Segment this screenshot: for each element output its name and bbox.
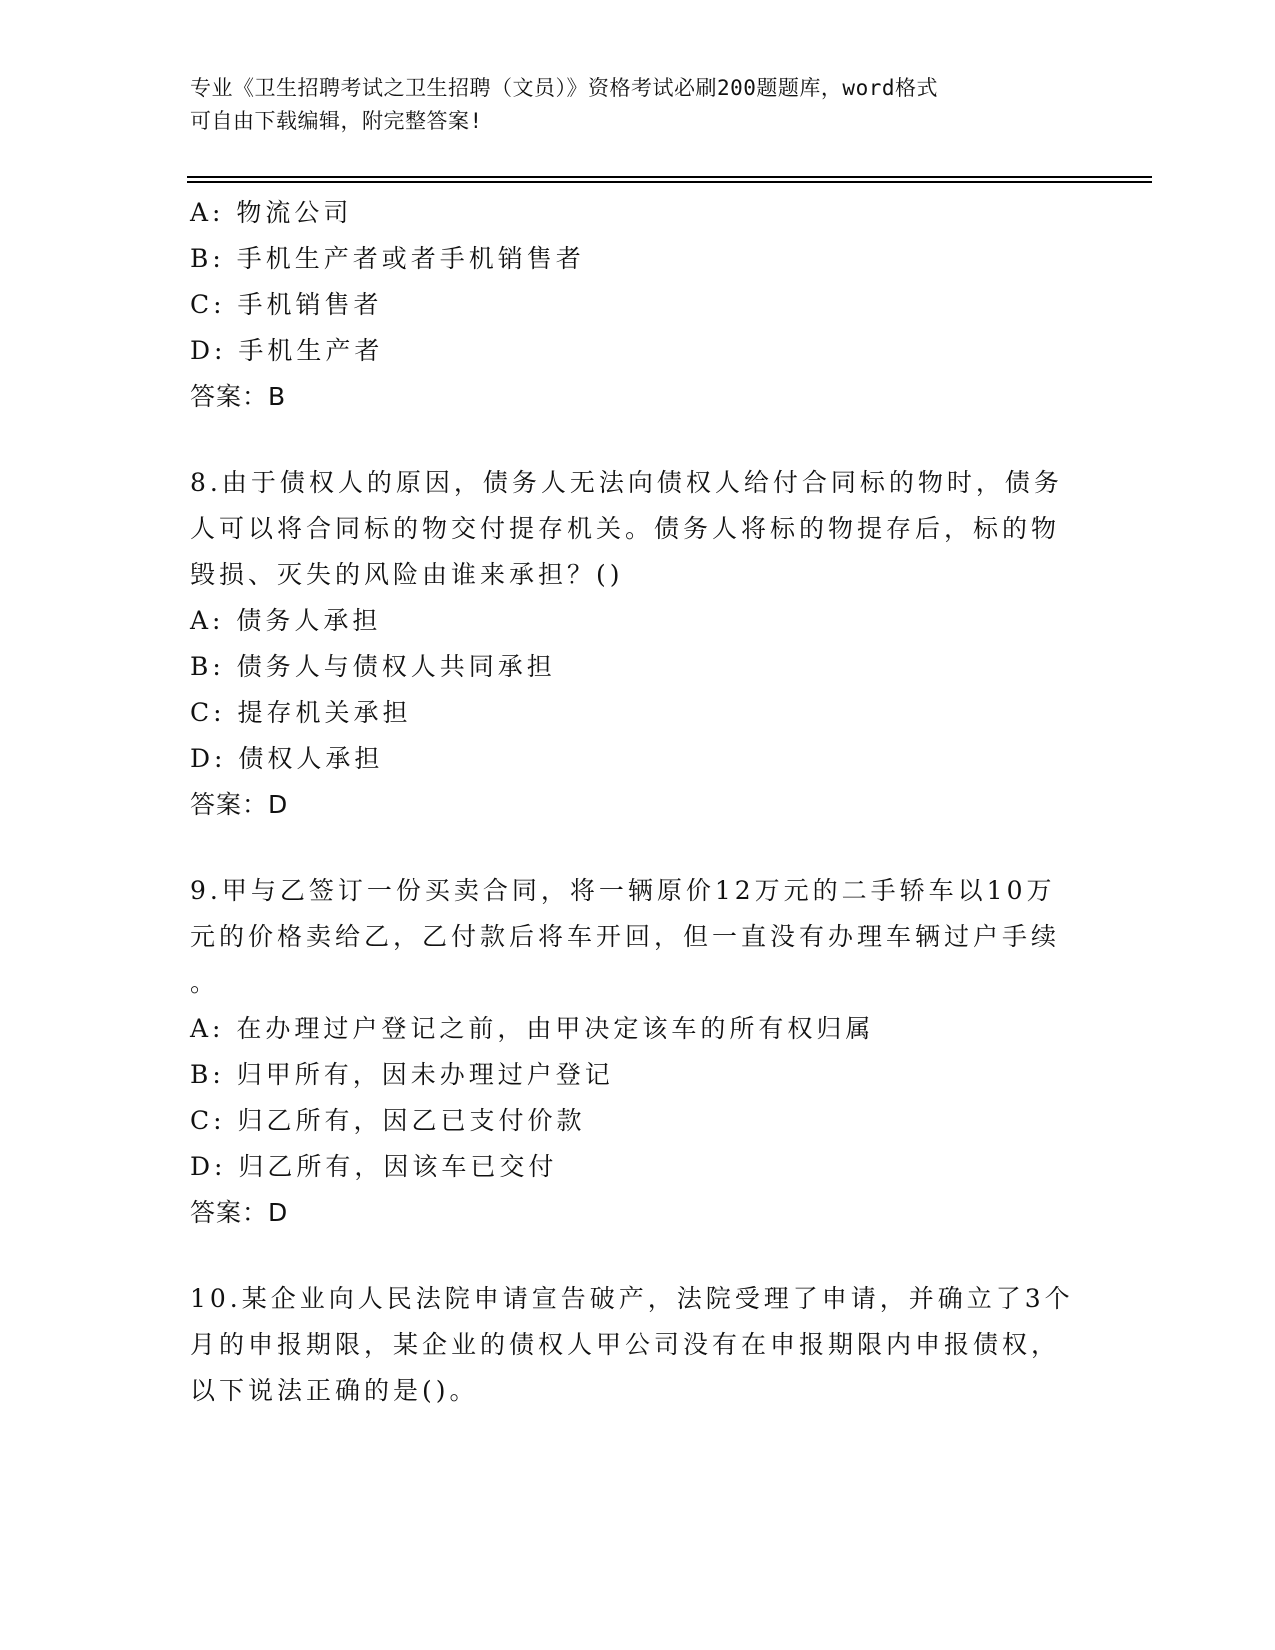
question-stem-line: 8.由于债权人的原因，债务人无法向债权人给付合同标的物时，债务 <box>190 468 1063 497</box>
option-a: A: 物流公司 <box>190 198 353 227</box>
option-d: D: 归乙所有，因该车已交付 <box>190 1152 558 1181</box>
answer: 答案：B <box>190 382 287 411</box>
option-b: B: 手机生产者或者手机销售者 <box>190 244 585 273</box>
option-b: B: 债务人与债权人共同承担 <box>190 652 556 681</box>
question-list <box>190 190 1090 1414</box>
document-header <box>190 72 1090 138</box>
option-a: A: 在办理过户登记之前，由甲决定该车的所有权归属 <box>190 1014 875 1043</box>
question-stem-line: 月的申报期限，某企业的债权人甲公司没有在申报期限内申报债权， <box>190 1330 1061 1359</box>
header-line-1: 专业《卫生招聘考试之卫生招聘（文员）》资格考试必刷200题题库，word格式 <box>190 76 938 100</box>
question-7 <box>190 190 1090 420</box>
question-stem-line: 元的价格卖给乙，乙付款后将车开回，但一直没有办理车辆过户手续 <box>190 922 1061 951</box>
question-8 <box>190 460 1090 828</box>
option-c: C: 提存机关承担 <box>190 698 412 727</box>
option-b: B: 归甲所有，因未办理过户登记 <box>190 1060 614 1089</box>
option-c: C: 归乙所有，因乙已支付价款 <box>190 1106 586 1135</box>
question-stem-line: 。 <box>190 968 220 997</box>
answer: 答案：D <box>190 1198 289 1227</box>
option-c: C: 手机销售者 <box>190 290 383 319</box>
option-d: D: 手机生产者 <box>190 336 384 365</box>
question-stem-line: 毁损、灭失的风险由谁来承担？() <box>190 560 624 589</box>
question-stem-line: 10.某企业向人民法院申请宣告破产，法院受理了申请，并确立了3个 <box>190 1284 1074 1313</box>
header-divider-bottom <box>187 181 1152 183</box>
answer: 答案：D <box>190 790 289 819</box>
question-stem-line: 以下说法正确的是()。 <box>190 1376 479 1405</box>
option-d: D: 债权人承担 <box>190 744 384 773</box>
header-divider-top <box>187 176 1152 178</box>
question-stem-line: 9.甲与乙签订一份买卖合同，将一辆原价12万元的二手轿车以10万 <box>190 876 1056 905</box>
question-10 <box>190 1276 1090 1414</box>
question-9 <box>190 868 1090 1236</box>
question-stem-line: 人可以将合同标的物交付提存机关。债务人将标的物提存后，标的物 <box>190 514 1061 543</box>
header-line-2: 可自由下载编辑，附完整答案! <box>190 109 483 133</box>
option-a: A: 债务人承担 <box>190 606 382 635</box>
